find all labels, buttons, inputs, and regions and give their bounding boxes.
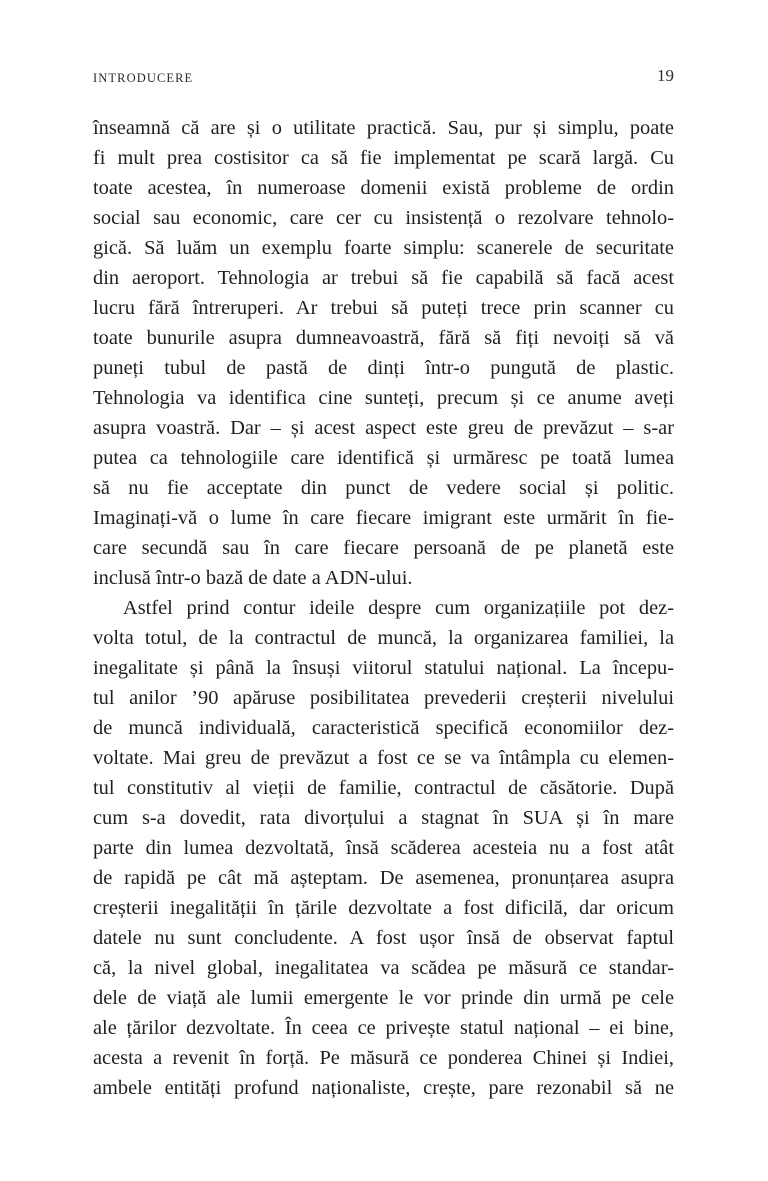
- text-line: puneți tubul de pastă de dinți într-o pungută de plastic.: [93, 357, 674, 379]
- body-text: [93, 113, 674, 1103]
- text-line: volta totul, de la contractul de muncă, la organizarea familiei, la: [93, 627, 674, 649]
- text-line: tul constitutiv al vieții de familie, contractul de căsătorie. După: [93, 777, 674, 799]
- text-line: că, la nivel global, inegalitatea va scădea pe măsură ce standar-: [93, 957, 674, 979]
- page-number: 19: [657, 66, 674, 85]
- paragraph: [93, 593, 674, 1103]
- running-head: [93, 66, 674, 90]
- text-line: tul anilor ’90 apăruse posibilitatea prevederii creșterii nivelului: [93, 687, 674, 709]
- text-line: de muncă individuală, caracteristică specifică economiilor dez-: [93, 717, 674, 739]
- text-line: parte din lumea dezvoltată, însă scăderea acesteia nu a fost atât: [93, 837, 674, 859]
- text-line: Imaginați-vă o lume în care fiecare imigrant este urmărit în fie-: [93, 507, 674, 529]
- text-line: fi mult prea costisitor ca să fie implementat pe scară largă. Cu: [93, 147, 674, 169]
- text-line: de rapidă pe cât mă așteptam. De asemenea, pronunțarea asupra: [93, 867, 674, 889]
- paragraph: [93, 113, 674, 593]
- running-title: INTRODUCERE: [93, 71, 194, 85]
- text-line: inclusă într-o bază de date a ADN-ului.: [93, 567, 413, 589]
- text-line: inegalitate și până la însuși viitorul statului național. La începu-: [93, 657, 674, 679]
- text-line: putea ca tehnologiile care identifică și urmăresc pe toată lumea: [93, 447, 674, 469]
- text-line: voltate. Mai greu de prevăzut a fost ce se va întâmpla cu elemen-: [93, 747, 674, 769]
- text-line: cum s-a dovedit, rata divorțului a stagnat în SUA și în mare: [93, 807, 674, 829]
- text-line: asupra voastră. Dar – și acest aspect este greu de prevăzut – s-ar: [93, 417, 674, 439]
- text-line: lucru fără întreruperi. Ar trebui să puteți trece prin scanner cu: [93, 297, 674, 319]
- text-line: ale țărilor dezvoltate. În ceea ce privește statul național – ei bine,: [93, 1017, 674, 1039]
- text-line: toate bunurile asupra dumneavoastră, fără să fiți nevoiți să vă: [93, 327, 674, 349]
- text-line: creșterii inegalității în țările dezvoltate a fost dificilă, dar oricum: [93, 897, 674, 919]
- text-line: acesta a revenit în forță. Pe măsură ce ponderea Chinei și Indiei,: [93, 1047, 674, 1069]
- text-line: gică. Să luăm un exemplu foarte simplu: scanerele de securitate: [93, 237, 674, 259]
- text-line: toate acestea, în numeroase domenii există probleme de ordin: [93, 177, 674, 199]
- text-line: să nu fie acceptate din punct de vedere social și politic.: [93, 477, 674, 499]
- text-line: din aeroport. Tehnologia ar trebui să fie capabilă să facă acest: [93, 267, 674, 289]
- text-line: care secundă sau în care fiecare persoană de pe planetă este: [93, 537, 674, 559]
- text-line: social sau economic, care cer cu insistență o rezolvare tehnolo-: [93, 207, 674, 229]
- text-line: dele de viață ale lumii emergente le vor prinde din urmă pe cele: [93, 987, 674, 1009]
- text-line: ambele entități profund naționaliste, crește, pare rezonabil să ne: [93, 1077, 674, 1099]
- text-line: înseamnă că are și o utilitate practică. Sau, pur și simplu, poate: [93, 117, 674, 139]
- text-line: Astfel prind contur ideile despre cum organizațiile pot dez-: [123, 597, 674, 619]
- text-line: datele nu sunt concludente. A fost ușor însă de observat faptul: [93, 927, 674, 949]
- text-line: Tehnologia va identifica cine sunteți, precum și ce anume aveți: [93, 387, 674, 409]
